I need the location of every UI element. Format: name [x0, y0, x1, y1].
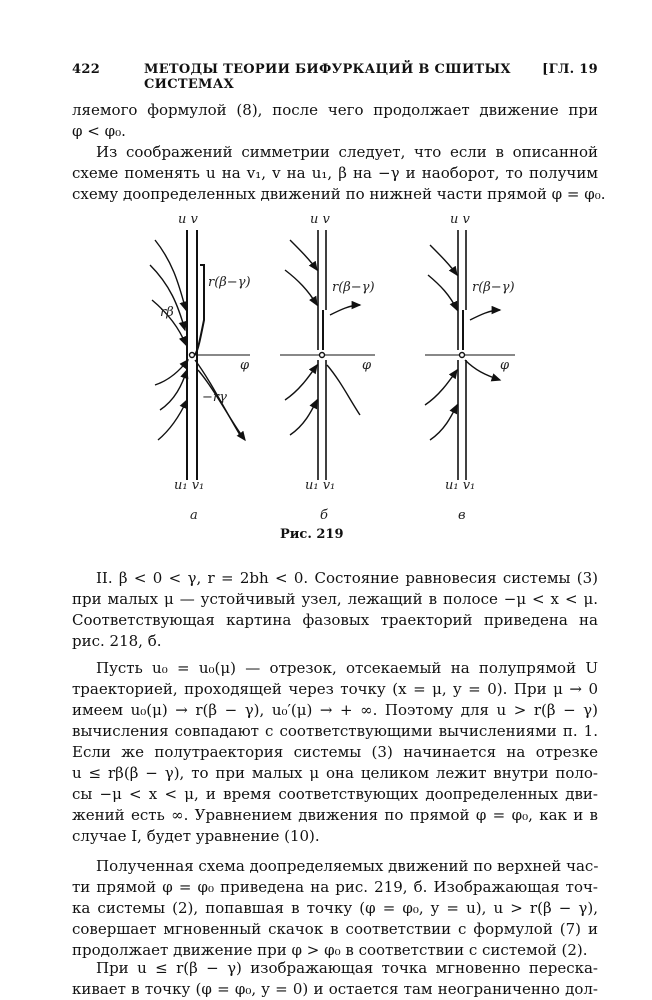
text-line: сы −μ < x < μ, и время соответствующих доопределенных дви-: [72, 785, 598, 803]
chapter-label: [ГЛ. 19: [542, 62, 598, 77]
page-number: 422: [72, 62, 101, 77]
text-line: схему доопределенных движений по нижней части прямой φ = φ₀.: [72, 185, 606, 203]
panel-c-phi: φ: [500, 358, 510, 373]
text-line: схеме поменять u на v₁, v на u₁, β на −γ и наоборот, то получим: [72, 164, 598, 182]
paragraph-symmetry: [72, 142, 606, 205]
text-line: при малых μ — устойчивый узел, лежащий в полосе −μ < x < μ.: [72, 590, 598, 608]
panel-c-top-axes: u v: [450, 212, 470, 227]
text-line: ка системы (2), попавшая в точку (φ = φ₀, y = u), u > r(β − γ),: [72, 899, 598, 917]
panel-c-label: r(β−γ): [472, 280, 515, 295]
text-line: имеем u₀(μ) → r(β − γ), u₀′(μ) → + ∞. Поэтому для u > r(β − γ): [72, 701, 598, 719]
text-line: φ < φ₀.: [72, 122, 126, 140]
text-line: Пусть u₀ = u₀(μ) — отрезок, отсекаемый на полупрямой U: [96, 659, 598, 677]
text-line: кивает в точку (φ = φ₀, y = 0) и остается там неограниченно дол-: [72, 980, 598, 998]
text-line: ляемого формулой (8), после чего продолжает движение при: [72, 101, 598, 119]
paragraph-case-ii: [72, 568, 598, 652]
text-line: Соответствующая картина фазовых траекторий приведена на: [72, 611, 598, 629]
text-line: продолжает движение при φ > φ₀ в соответствии с системой (2).: [72, 941, 588, 959]
panel-a-label: −rγ: [202, 390, 227, 405]
text-line: вычисления совпадают с соответствующими вычислениями п. 1.: [72, 722, 598, 740]
text-line: ти прямой φ = φ₀ приведена на рис. 219, б. Изображающая точ-: [72, 878, 598, 896]
running-header: [72, 62, 598, 92]
text-line: совершает мгновенный скачок в соответствии с формулой (7) и: [72, 920, 598, 938]
text-line: Если же полутраектория системы (3) начинается на отрезке: [72, 743, 598, 761]
panel-a-sublabel: а: [190, 508, 198, 523]
panel-a-bottom-axes: u₁ v₁: [174, 478, 205, 493]
running-title: МЕТОДЫ ТЕОРИИ БИФУРКАЦИЙ В СШИТЫХ СИСТЕМАХ: [144, 62, 511, 92]
paragraph-u0: [72, 658, 598, 847]
panel-b-bottom-axes: u₁ v₁: [305, 478, 336, 493]
panel-b-sublabel: б: [320, 508, 328, 523]
panel-c-bottom-axes: u₁ v₁: [445, 478, 476, 493]
panel-a-phi: φ: [240, 358, 250, 373]
panel-b-top-axes: u v: [310, 212, 330, 227]
text-line: Из соображений симметрии следует, что если в описанной: [96, 143, 598, 161]
paragraph-scheme: [72, 856, 598, 961]
text-line: жений есть ∞. Уравнением движения по прямой φ = φ₀, как и в: [72, 806, 598, 824]
text-line: рис. 218, б.: [72, 632, 162, 650]
panel-a-label: r(β−γ): [208, 275, 251, 290]
text-line: II. β < 0 < γ, r = 2bh < 0. Состояние равновесия системы (3): [96, 569, 598, 587]
figure-caption: Рис. 219: [280, 527, 344, 542]
panel-c: [425, 230, 515, 480]
text-line: При u ≤ r(β − γ) изображающая точка мгновенно перескa-: [96, 959, 598, 977]
panel-b-label: r(β−γ): [332, 280, 375, 295]
text-line: Полученная схема доопределяемых движений по верхней час-: [96, 857, 599, 875]
text-line: u ≤ rβ(β − γ), то при малых μ она целиком лежит внутри поло-: [72, 764, 598, 782]
paragraph-continuation: [72, 100, 598, 142]
panel-c-sublabel: в: [458, 508, 466, 523]
panel-a-top-axes: u v: [178, 212, 198, 227]
text-line: случае I, будет уравнение (10).: [72, 827, 320, 845]
panel-b: [280, 230, 375, 480]
panel-b-phi: φ: [362, 358, 372, 373]
figure-219: [140, 210, 520, 530]
text-line: траекторией, проходящей через точку (x = μ, y = 0). При μ → 0: [72, 680, 598, 698]
panel-a-label: rβ: [160, 305, 174, 320]
paragraph-jump: [72, 958, 598, 1000]
panel-a: [150, 230, 250, 480]
